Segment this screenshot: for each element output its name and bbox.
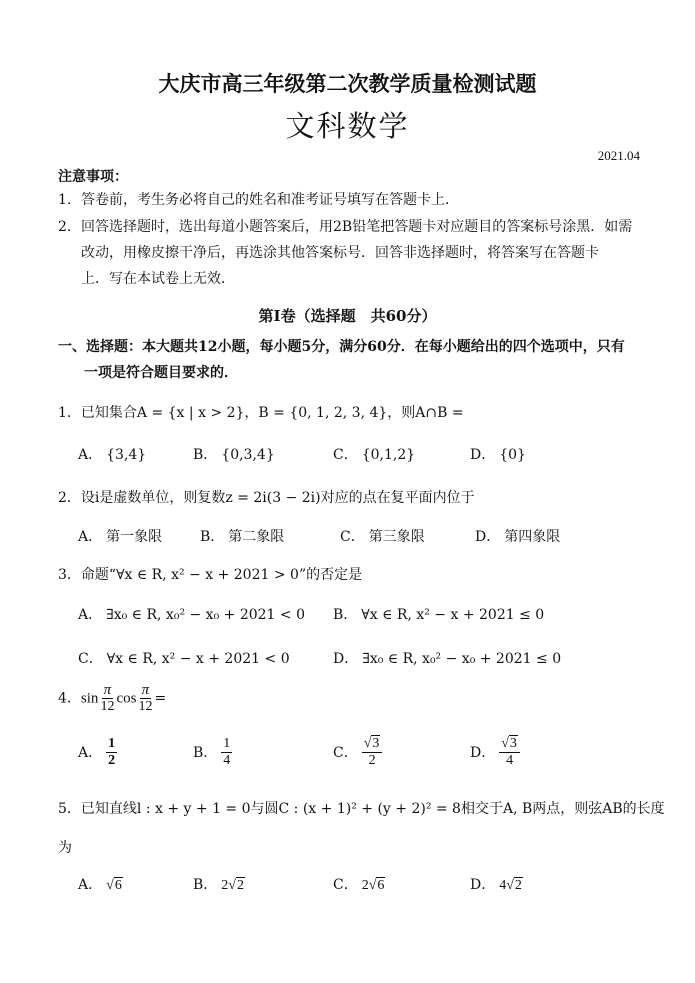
q2-option-a: A． 第一象限	[78, 529, 163, 545]
q1-option-a: A． {3,4}	[78, 447, 147, 463]
question-5-stem: 5．已知直线l : x + y + 1 = 0与圆C : (x + 1)² + (y + 2)² = 8相交于A, B两点，则弦AB的长度	[58, 801, 665, 817]
notice-num: 2.	[58, 219, 72, 235]
q1-option-c: C． {0,1,2}	[333, 447, 416, 463]
question-1-stem: 1．已知集合A = {x | x > 2}，B = {0, 1, 2, 3, 4}，则A∩B =	[58, 405, 464, 421]
q3-option-c: C． ∀x ∈ R, x² − x + 2021 < 0	[78, 651, 290, 667]
question-2-stem: 2．设i是虚数单位，则复数z = 2i(3 − 2i)对应的点在复平面内位于	[58, 490, 475, 506]
section-intro: 一、选择题：本大题共12小题，每小题5分，满分60分．在每小题给出的四个选项中，只有	[58, 339, 625, 355]
q4-option-b: B． $\frac{1}{4}$	[193, 736, 231, 768]
notice-item-1	[58, 187, 643, 213]
q2-option-c: C． 第三象限	[340, 529, 425, 545]
fraction: $\frac{\pi}{12}$	[138, 682, 153, 714]
q4-option-c: C． $\frac{√3}{2}$	[333, 736, 382, 769]
q5-option-d: D． 4√2	[470, 877, 522, 893]
q1-option-d: D． {0}	[470, 447, 526, 463]
q3-option-b: B． ∀x ∈ R, x² − x + 2021 ≤ 0	[333, 607, 545, 623]
q1-option-b: B． {0,3,4}	[193, 447, 275, 463]
q5-option-b: B． 2√2	[193, 877, 244, 893]
section-title: 第I卷（选择题 共60分）	[258, 307, 437, 325]
q4-option-d: D． $\frac{√3}{4}$	[470, 736, 520, 769]
notice-text-cont: 改动，用橡皮擦干净后，再选涂其他答案标号．回答非选择题时，将答案写在答题卡	[81, 245, 599, 261]
section-intro-cont: 一项是符合题目要求的．	[84, 365, 238, 381]
notice-item-2	[58, 214, 643, 292]
notice-text: 回答选择题时，选出每道小题答案后，用2B铅笔把答题卡对应题目的答案标号涂黑．如需	[81, 219, 633, 235]
notice-heading: 注意事项：	[58, 169, 128, 185]
exam-subject: 文科数学	[285, 109, 410, 143]
exam-title: 大庆市高三年级第二次教学质量检测试题	[158, 71, 537, 96]
question-4-stem: 4．sin $\frac{\pi}{12}$ cos $\frac{\pi}{12}$ =	[58, 682, 167, 714]
notice-text-cont: 上．写在本试卷上无效．	[81, 271, 235, 287]
question-5-stem-cont: 为	[58, 840, 72, 856]
q2-option-b: B． 第二象限	[200, 529, 285, 545]
question-3-stem: 3．命题“∀x ∈ R, x² − x + 2021 > 0”的否定是	[58, 567, 363, 583]
fraction: $\frac{\pi}{12}$	[100, 682, 115, 714]
exam-date: 2021.04	[597, 148, 640, 163]
q2-option-d: D． 第四象限	[475, 529, 561, 545]
notice-num: 1.	[58, 192, 72, 208]
q3-option-d: D． ∃x₀ ∈ R, x₀² − x₀ + 2021 ≤ 0	[333, 651, 562, 667]
q4-option-a: A． $\frac{1}{2}$	[78, 736, 116, 768]
q3-option-a: A． ∃x₀ ∈ R, x₀² − x₀ + 2021 < 0	[78, 607, 305, 623]
q5-option-c: C． 2√6	[333, 877, 385, 893]
q5-option-a: A． √6	[78, 877, 122, 893]
notice-text: 答卷前，考生务必将自己的姓名和准考证号填写在答题卡上．	[81, 192, 459, 208]
